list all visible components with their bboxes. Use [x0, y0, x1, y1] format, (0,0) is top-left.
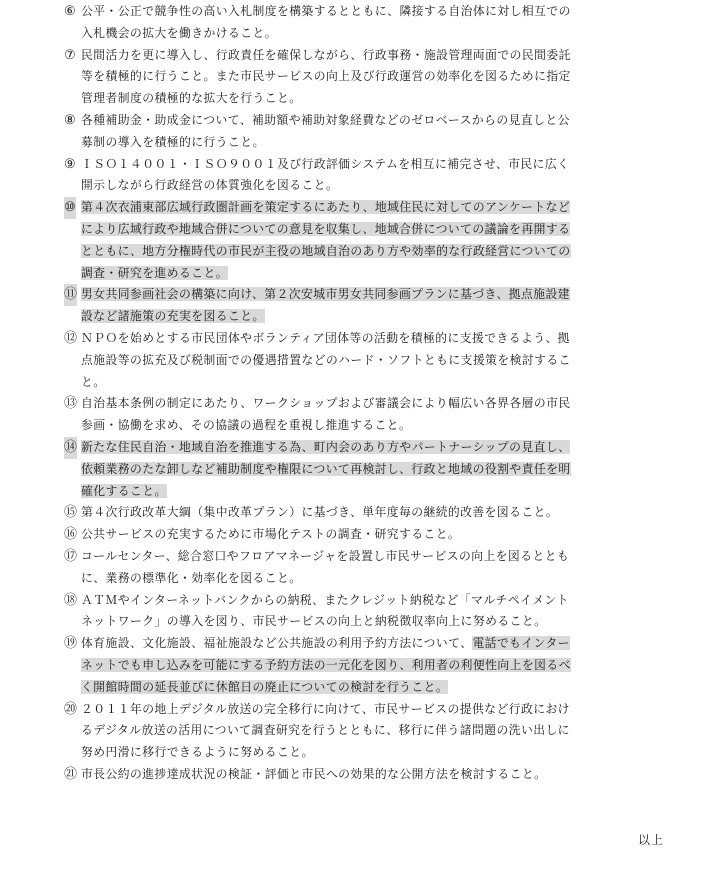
- list-item-8: [64, 110, 676, 154]
- list-item-21: [64, 764, 676, 786]
- item-text-line: 各種補助金・助成金について、補助額や補助対象経費などのゼロベースからの見直しと公: [81, 112, 570, 127]
- list-item-14: [64, 437, 676, 502]
- item-number: ⑦: [64, 47, 76, 63]
- list-item-12: [64, 328, 676, 393]
- item-number: ㉑: [64, 766, 78, 782]
- list-item-13: [64, 393, 676, 437]
- list-item-16: [64, 524, 676, 546]
- item-text-line: 募制の導入を積極的に行うこと。: [81, 134, 265, 149]
- item-text-line-highlighted: 設など諸施策の充実を図ること。: [81, 309, 265, 324]
- item-text-line: 等を積極的に行うこと。また市民サービスの向上及び行政運営の効率化を図るために指定: [81, 69, 571, 84]
- item-text-line-highlighted: により広域行政や地域合併についての意見を収集し、地域合併についての議論を再開する: [81, 221, 571, 236]
- item-number: ⑳: [64, 701, 78, 717]
- list-item-6: [64, 1, 676, 45]
- item-text-line: 努め円滑に移行できるように努めること。: [81, 745, 314, 760]
- list-item-17: [64, 546, 676, 590]
- item-number: ⑮: [64, 505, 78, 521]
- item-number: ⑱: [64, 592, 78, 608]
- item-number: ⑰: [64, 548, 78, 564]
- item-number: ⑥: [64, 4, 76, 19]
- item-text-line: ＡＴＭやインターネットバンクからの納税、またクレジット納税など「マルチペイメント: [81, 592, 569, 607]
- item-text-line: ネットワーク」の導入を図り、市民サービスの向上と納税徴収率向上に努めること。: [81, 614, 547, 629]
- item-text-segment-highlighted: 電話でもインター: [472, 636, 570, 651]
- item-text-line-highlighted: 確化すること。: [81, 483, 167, 498]
- item-text-line: 公平・公正で競争性の高い入札制度を構築するとともに、隣接する自治体に対し相互での: [81, 4, 571, 18]
- list-item-15: [64, 502, 676, 524]
- item-text-line-highlighted: とともに、地方分権時代の市民が主役の地域自治のあり方や効率的な行政経営についての: [81, 243, 571, 258]
- item-text-line: と。: [81, 374, 106, 389]
- item-text-line: 参画・協働を求め、その協議の過程を重視し推進すること。: [81, 418, 412, 433]
- item-text-line: 自治基本条例の制定にあたり、ワークショップおよび審議会により幅広い各界各層の市民: [81, 396, 571, 411]
- item-number: ⑧: [64, 112, 76, 128]
- item-text-line: 管理者制度の積極的な拡大を行うこと。: [81, 91, 302, 106]
- item-number: ⑫: [64, 330, 78, 346]
- item-text-line: 点施設等の拡充及び税制面での優遇措置などのハード・ソフトともに支援策を検討するこ: [81, 352, 571, 367]
- item-text-line-highlighted: く開館時間の延長並びに休館日の廃止についての検討を行うこと。: [81, 679, 449, 694]
- item-number: ⑩: [64, 197, 76, 219]
- item-number: ⑨: [64, 156, 76, 172]
- item-text-line-highlighted: 男女共同参画社会の構築に向け、第２次安城市男女共同参画プランに基づき、拠点施設建: [81, 287, 570, 302]
- item-text-line: 第４次行政改革大綱（集中改革プラン）に基づき、単年度毎の継続的改善を図ること。: [81, 505, 559, 520]
- list-item-18: [64, 590, 676, 634]
- item-text-line: ＮＰＯを始めとする市民団体やボランティア団体等の活動を積極的に支援できるよう、拠: [81, 330, 570, 345]
- item-text-line: コールセンター、総合窓口やフロアマネージャを設置し市民サービスの向上を図るととも: [81, 548, 570, 563]
- item-text-segment: 体育施設、文化施設、福祉施設など公共施設の利用予約方法について、: [81, 636, 473, 651]
- item-text-line: 開示しながら行政経営の体質強化を図ること。: [81, 178, 339, 193]
- item-text-line-highlighted: 新たな住民自治・地域自治を推進する為、町内会のあり方やパートナーシップの見直し、: [81, 439, 571, 454]
- item-text-line-highlighted: 依頼業務のたな卸しなど補助制度や権限について再検討し、行政と地域の役割や責任を明: [81, 461, 571, 476]
- item-text-line: ＩＳＯ１４００１・ＩＳＯ９００１及び行政評価システムを相互に補完させ、市民に広く: [81, 156, 570, 171]
- end-mark: 以上: [637, 833, 664, 847]
- item-text-line: 公共サービスの充実するために市場化テストの調査・研究すること。: [81, 527, 461, 542]
- item-text-line-highlighted: 第４次衣浦東部広域行政圏計画を策定するにあたり、地域住民に対してのアンケートなど: [81, 200, 571, 215]
- item-text-line: 入札機会の拡大を働きかけること。: [81, 25, 277, 40]
- list-item-19: [64, 633, 676, 698]
- item-text-line: 民間活力を更に導入し、行政責任を確保しながら、行政事務・施設管理両面での民間委託: [81, 47, 571, 62]
- list-item-7: [64, 45, 676, 110]
- item-number: ⑬: [64, 396, 78, 412]
- document-body: [64, 1, 676, 786]
- item-text-line: るデジタル放送の活用について調査研究を行うとともに、移行に伴う諸問題の洗い出しに: [81, 723, 570, 738]
- item-text-line-highlighted: ネットでも申し込みを可能にする予約方法の一元化を図り、利用者の利便性向上を図るべ: [81, 657, 571, 672]
- item-text-line: ２０１１年の地上デジタル放送の完全移行に向けて、市民サービスの提供など行政におけ: [81, 701, 570, 716]
- item-text-line: 市長公約の進捗達成状況の検証・評価と市民への効果的な公開方法を検討すること。: [81, 766, 547, 781]
- item-number: ⑲: [64, 636, 78, 652]
- item-number: ⑭: [64, 437, 77, 459]
- item-number: ⑪: [64, 284, 77, 306]
- list-item-11: [64, 284, 676, 328]
- list-item-9: [64, 154, 676, 198]
- item-text-line-highlighted: 調査・研究を進めること。: [81, 265, 228, 280]
- item-number: ⑯: [64, 527, 78, 543]
- list-item-20: [64, 699, 676, 764]
- list-item-10: [64, 197, 676, 284]
- item-text-line: に、業務の標準化・効率化を図ること。: [81, 570, 302, 585]
